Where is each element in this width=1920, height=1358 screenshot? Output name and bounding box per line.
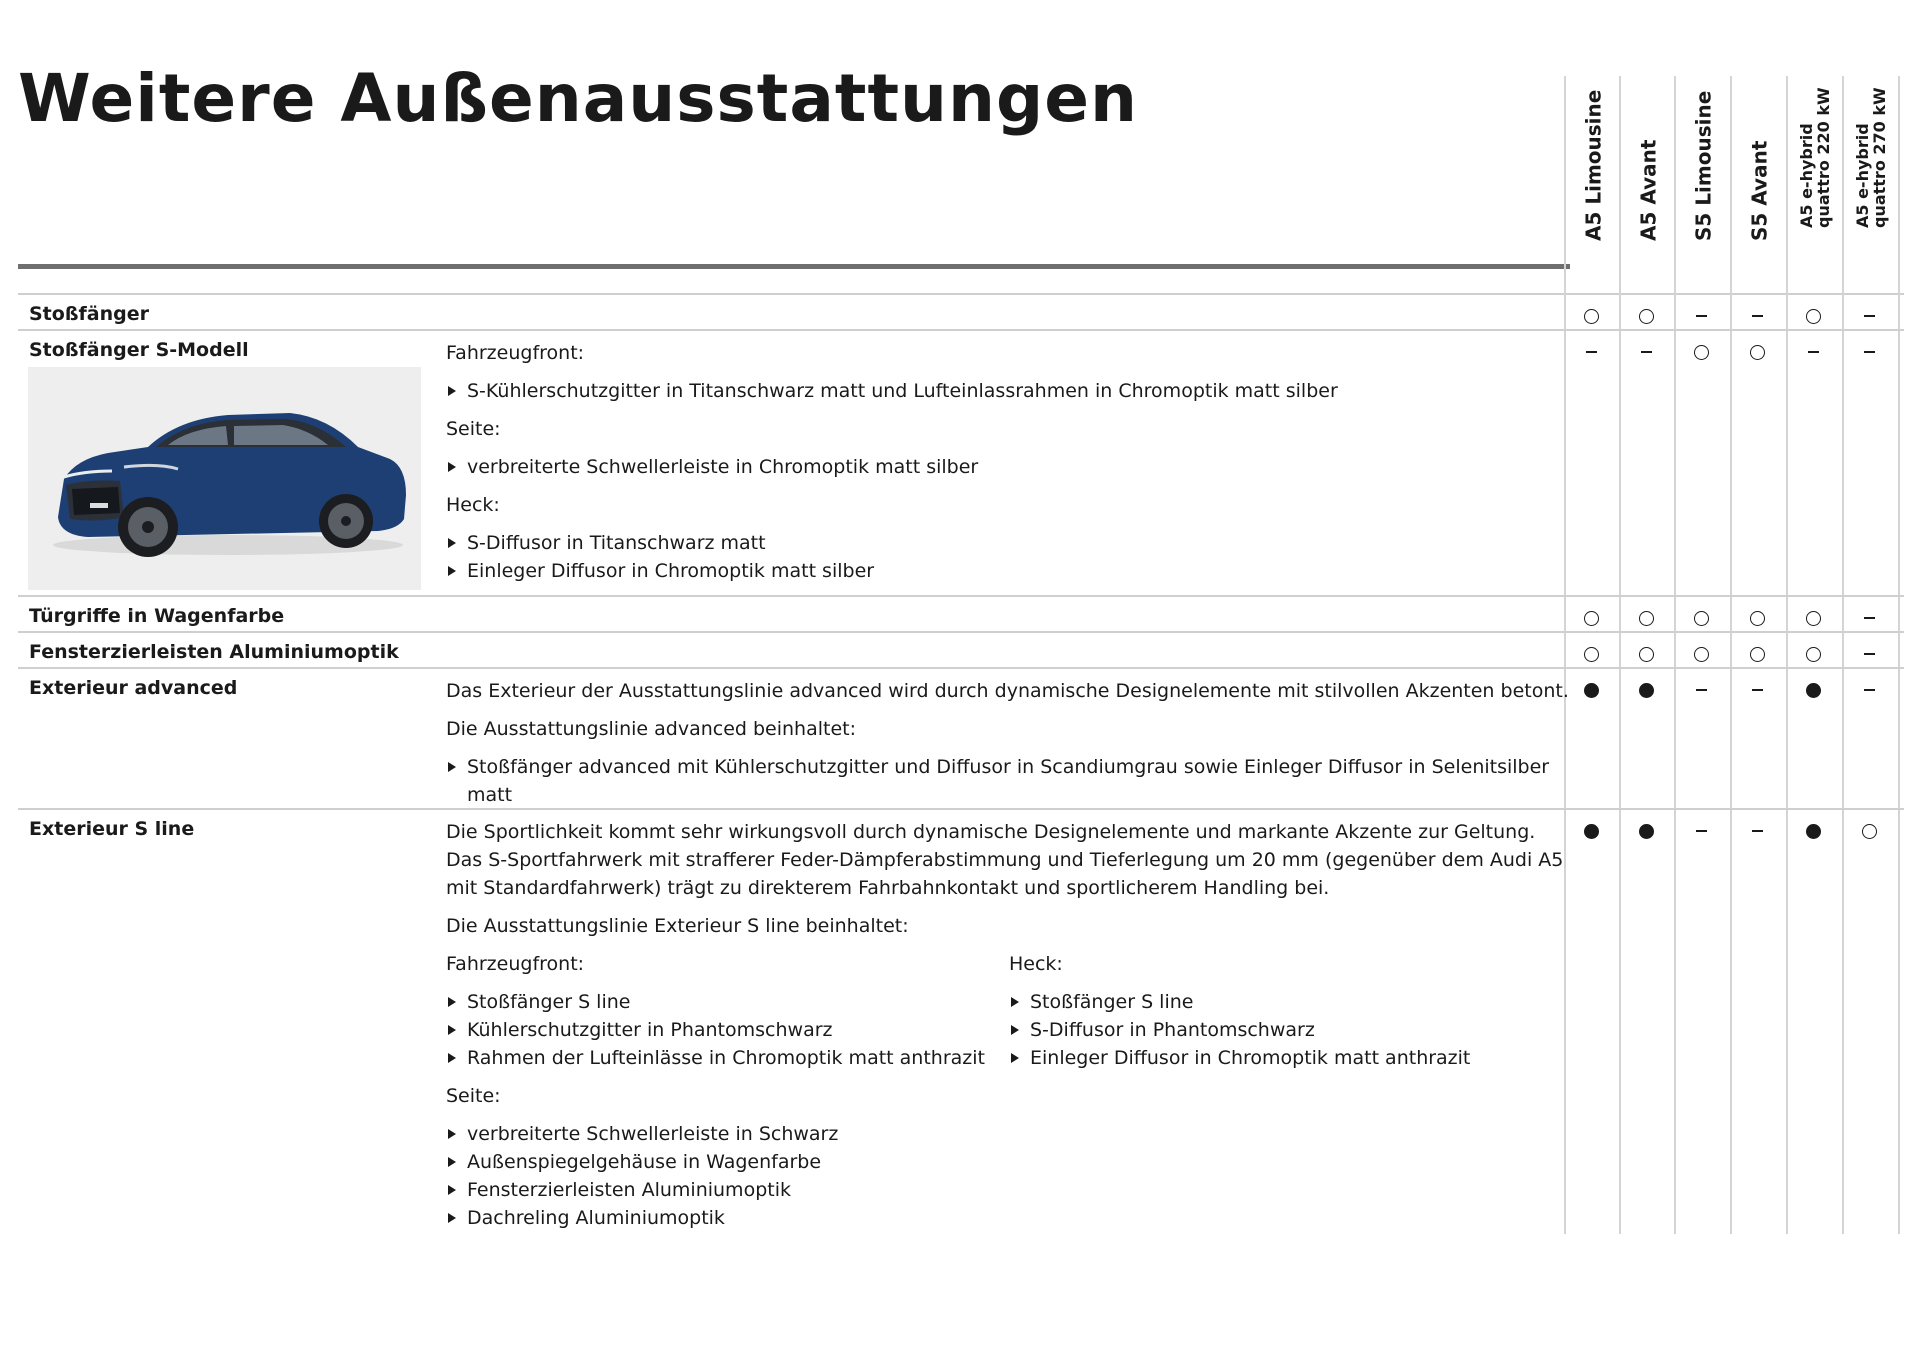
dash-icon: [1641, 351, 1652, 353]
open-circle-icon: [1584, 611, 1599, 626]
availability-mark-dash: [1674, 819, 1729, 843]
rear-list: [446, 529, 1572, 585]
includes-text: Die Ausstattungslinie advanced beinhaltet:: [446, 718, 857, 740]
row-label: Stoßfänger: [29, 303, 149, 325]
table-row: [18, 597, 1904, 633]
availability-mark-full: [1564, 678, 1619, 702]
model-header-a5-e-hybrid-270: A5 e-hybrid quattro 270 kW: [1852, 87, 1889, 229]
list-item: Außenspiegelgehäuse in Wagenfarbe: [446, 1148, 1572, 1176]
equipment-table: [18, 295, 1904, 1235]
availability-mark-dash: [1619, 340, 1674, 364]
open-circle-icon: [1750, 345, 1765, 360]
filled-circle-icon: [1639, 824, 1654, 839]
model-header-a5-e-hybrid-220: A5 e-hybrid quattro 220 kW: [1796, 87, 1833, 229]
availability-mark-full: [1786, 819, 1841, 843]
availability-mark-open: [1786, 642, 1841, 666]
dash-icon: [1864, 617, 1875, 619]
row-description: [446, 818, 1572, 1232]
availability-mark-dash: [1786, 340, 1841, 364]
availability-mark-open: [1730, 642, 1785, 666]
list-item: Einleger Diffusor in Chromoptik matt silber: [446, 557, 1572, 585]
filled-circle-icon: [1806, 824, 1821, 839]
open-circle-icon: [1639, 647, 1654, 662]
availability-mark-dash: [1842, 642, 1897, 666]
availability-mark-full: [1619, 819, 1674, 843]
side-list: [446, 1120, 1572, 1232]
availability-mark-open: [1674, 606, 1729, 630]
model-header-s5-limousine: S5 Limousine: [1691, 90, 1715, 241]
list-item: S-Diffusor in Titanschwarz matt: [446, 529, 1572, 557]
items-list: [446, 753, 1572, 809]
availability-marks: [1564, 606, 1904, 630]
list-item: S-Kühlerschutzgitter in Titanschwarz matt und Lufteinlassrahmen in Chromoptik matt silber: [446, 377, 1572, 405]
filled-circle-icon: [1584, 683, 1599, 698]
open-circle-icon: [1750, 611, 1765, 626]
dash-icon: [1864, 689, 1875, 691]
open-circle-icon: [1750, 647, 1765, 662]
availability-mark-full: [1564, 819, 1619, 843]
open-circle-icon: [1806, 611, 1821, 626]
availability-mark-open: [1674, 642, 1729, 666]
availability-mark-open: [1619, 642, 1674, 666]
row-label: Exterieur advanced: [29, 677, 238, 699]
list-item: Fensterzierleisten Aluminiumoptik: [446, 1176, 1572, 1204]
availability-mark-open: [1564, 606, 1619, 630]
table-row: [18, 295, 1904, 331]
row-label: Fensterzierleisten Aluminiumoptik: [29, 641, 399, 663]
availability-mark-open: [1619, 606, 1674, 630]
dash-icon: [1752, 689, 1763, 691]
open-circle-icon: [1584, 309, 1599, 324]
open-circle-icon: [1694, 611, 1709, 626]
list-item: verbreiterte Schwellerleiste in Schwarz: [446, 1120, 1572, 1148]
dash-icon: [1586, 351, 1597, 353]
availability-mark-dash: [1842, 678, 1897, 702]
dash-icon: [1864, 351, 1875, 353]
model-column-headers: [1564, 76, 1904, 266]
dash-icon: [1696, 315, 1707, 317]
availability-mark-open: [1842, 819, 1897, 843]
availability-marks: [1564, 340, 1904, 364]
availability-mark-open: [1564, 304, 1619, 328]
front-rear-columns: [446, 950, 1572, 1082]
list-item: Kühlerschutzgitter in Phantomschwarz: [446, 1016, 1009, 1044]
availability-mark-dash: [1564, 340, 1619, 364]
availability-marks: [1564, 642, 1904, 666]
side-list: [446, 453, 1572, 481]
availability-mark-dash: [1730, 819, 1785, 843]
list-item: Stoßfänger S line: [446, 988, 1009, 1016]
row-label: Stoßfänger S-Modell: [29, 339, 249, 361]
availability-mark-dash: [1730, 304, 1785, 328]
dash-icon: [1864, 653, 1875, 655]
filled-circle-icon: [1584, 824, 1599, 839]
open-circle-icon: [1694, 345, 1709, 360]
model-header-a5-avant: A5 Avant: [1636, 139, 1660, 241]
rear-heading: Heck:: [1009, 953, 1063, 975]
rear-list: [1009, 988, 1572, 1072]
dash-icon: [1864, 315, 1875, 317]
availability-mark-open: [1730, 340, 1785, 364]
rear-heading: Heck:: [446, 494, 500, 516]
availability-marks: [1564, 304, 1904, 328]
availability-mark-dash: [1842, 340, 1897, 364]
dash-icon: [1752, 315, 1763, 317]
open-circle-icon: [1806, 647, 1821, 662]
availability-mark-dash: [1674, 304, 1729, 328]
availability-mark-dash: [1730, 678, 1785, 702]
front-column: [446, 950, 1009, 1082]
availability-mark-dash: [1674, 678, 1729, 702]
front-list: [446, 988, 1009, 1072]
list-item: Stoßfänger S line: [1009, 988, 1572, 1016]
list-item: Rahmen der Lufteinlässe in Chromoptik matt anthrazit: [446, 1044, 1009, 1072]
table-row: [18, 669, 1904, 810]
side-heading: Seite:: [446, 418, 501, 440]
open-circle-icon: [1639, 611, 1654, 626]
dash-icon: [1696, 689, 1707, 691]
list-item: Einleger Diffusor in Chromoptik matt anthrazit: [1009, 1044, 1572, 1072]
dash-icon: [1696, 830, 1707, 832]
table-row: [18, 633, 1904, 669]
table-row: [18, 331, 1904, 597]
row-description: [446, 339, 1572, 585]
availability-mark-full: [1619, 678, 1674, 702]
intro-text: Die Sportlichkeit kommt sehr wirkungsvoll durch dynamische Designelemente und markante Akzente zur Geltung. Das S-Sportfahrwerk mit strafferer Feder-Dämpferabstimmung und Tieferlegung um 20 mm (gegenüber dem Audi A5 mit Standardfahrwerk) trägt zu direkterem Fahrbahnkontakt und sportlicherem Handling bei.: [446, 821, 1564, 899]
open-circle-icon: [1806, 309, 1821, 324]
availability-mark-open: [1564, 642, 1619, 666]
front-heading: Fahrzeugfront:: [446, 342, 585, 364]
availability-mark-open: [1674, 340, 1729, 364]
availability-mark-open: [1786, 606, 1841, 630]
list-item: verbreiterte Schwellerleiste in Chromoptik matt silber: [446, 453, 1572, 481]
availability-mark-open: [1619, 304, 1674, 328]
row-description: [446, 677, 1572, 809]
page-title: Weitere Außenausstattungen: [18, 60, 1138, 137]
dash-icon: [1752, 830, 1763, 832]
open-circle-icon: [1584, 647, 1599, 662]
intro-text: Das Exterieur der Ausstattungslinie advanced wird durch dynamische Designelemente mit stilvollen Akzenten betont.: [446, 680, 1569, 702]
list-item: Stoßfänger advanced mit Kühlerschutzgitter und Diffusor in Scandiumgrau sowie Einleger Diffusor in Selenitsilber matt: [446, 753, 1572, 809]
availability-marks: [1564, 819, 1904, 843]
list-item: S-Diffusor in Phantomschwarz: [1009, 1016, 1572, 1044]
front-list: [446, 377, 1572, 405]
availability-mark-open: [1730, 606, 1785, 630]
rear-column: [1009, 950, 1572, 1082]
open-circle-icon: [1639, 309, 1654, 324]
side-heading: Seite:: [446, 1085, 501, 1107]
model-header-s5-avant: S5 Avant: [1747, 140, 1771, 241]
availability-marks: [1564, 678, 1904, 702]
filled-circle-icon: [1639, 683, 1654, 698]
includes-text: Die Ausstattungslinie Exterieur S line beinhaltet:: [446, 915, 909, 937]
filled-circle-icon: [1806, 683, 1821, 698]
row-label: Exterieur S line: [29, 818, 195, 840]
car-illustration: [28, 367, 421, 590]
availability-mark-full: [1786, 678, 1841, 702]
table-row: [18, 810, 1904, 1235]
availability-mark-dash: [1842, 606, 1897, 630]
open-circle-icon: [1862, 824, 1877, 839]
row-label: Türgriffe in Wagenfarbe: [29, 605, 285, 627]
availability-mark-dash: [1842, 304, 1897, 328]
model-header-a5-limousine: A5 Limousine: [1581, 89, 1605, 241]
car-image: [28, 367, 421, 590]
open-circle-icon: [1694, 647, 1709, 662]
header-rule: [18, 264, 1570, 269]
front-heading: Fahrzeugfront:: [446, 953, 585, 975]
dash-icon: [1808, 351, 1819, 353]
list-item: Dachreling Aluminiumoptik: [446, 1204, 1572, 1232]
availability-mark-open: [1786, 304, 1841, 328]
